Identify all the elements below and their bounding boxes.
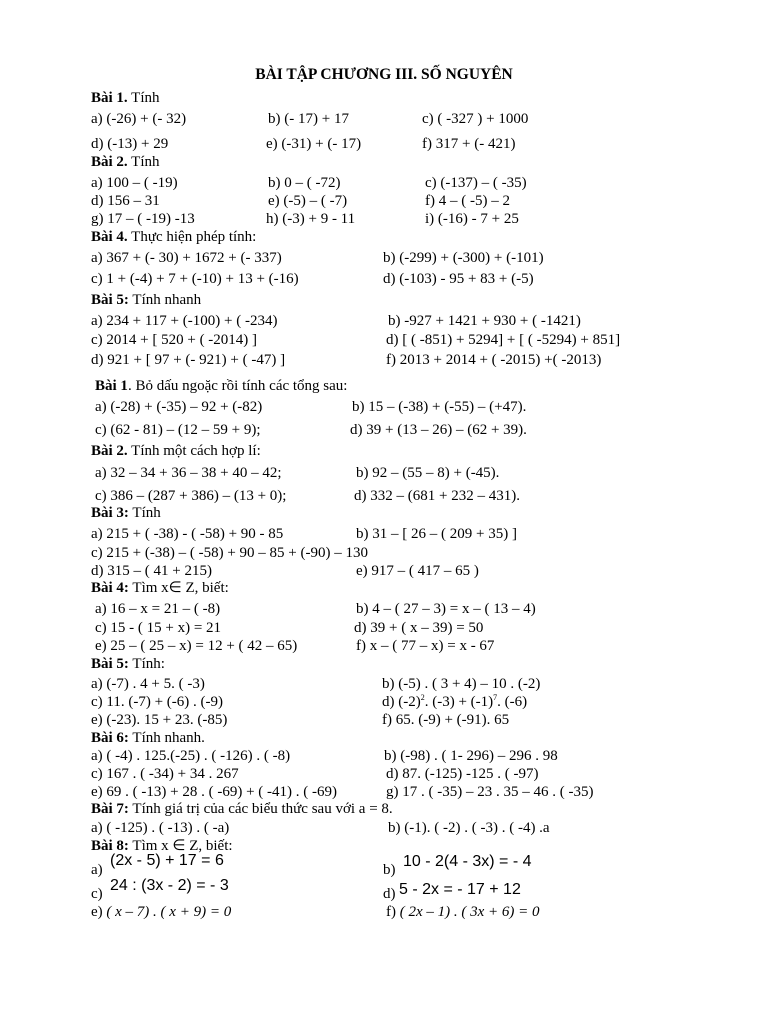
page-title: BÀI TẬP CHƯƠNG III. SỐ NGUYÊN bbox=[255, 66, 513, 83]
equation: 10 - 2(4 - 3x) = - 4 bbox=[403, 853, 532, 870]
exercise-heading: Bài 2. Tính bbox=[91, 154, 160, 170]
exercise-item: b) (-98) . ( 1- 296) – 296 . 98 bbox=[384, 748, 558, 764]
exercise-item: b) 0 – ( -72) bbox=[268, 175, 341, 191]
exercise-item: c) (-137) – ( -35) bbox=[425, 175, 527, 191]
exercise-item: d) 332 – (681 + 232 – 431). bbox=[354, 488, 520, 504]
exercise-item: c) (62 - 81) – (12 – 59 + 9); bbox=[95, 422, 261, 438]
exercise-item: b) -927 + 1421 + 930 + ( -1421) bbox=[388, 313, 581, 329]
exercise-item: b) (-5) . ( 3 + 4) – 10 . (-2) bbox=[382, 676, 541, 692]
exercise-item: g) 17 – ( -19) -13 bbox=[91, 211, 195, 227]
exercise-item: a) 215 + ( -38) - ( -58) + 90 - 85 bbox=[91, 526, 284, 542]
exercise-heading: Bài 6: Tính nhanh. bbox=[91, 730, 205, 746]
exercise-item: f) 2013 + 2014 + ( -2015) +( -2013) bbox=[386, 352, 602, 368]
exercise-item: c) 1 + (-4) + 7 + (-10) + 13 + (-16) bbox=[91, 271, 299, 287]
exercise-item: b) (- 17) + 17 bbox=[268, 111, 349, 127]
equation-label: b) bbox=[383, 862, 396, 878]
exercise-item: e) ( x – 7) . ( x + 9) = 0 bbox=[91, 904, 232, 920]
exercise-item: a) 16 – x = 21 – ( -8) bbox=[95, 601, 221, 617]
exercise-item: c) 386 – (287 + 386) – (13 + 0); bbox=[95, 488, 287, 504]
equation-label: c) bbox=[91, 886, 103, 902]
equation: (2x - 5) + 17 = 6 bbox=[110, 852, 224, 869]
exercise-heading: Bài 4. Thực hiện phép tính: bbox=[91, 229, 257, 245]
exercise-item: a) 234 + 117 + (-100) + ( -234) bbox=[91, 313, 278, 329]
exercise-item: f) ( 2x – 1) . ( 3x + 6) = 0 bbox=[386, 904, 540, 920]
exercise-item: b) 92 – (55 – 8) + (-45). bbox=[356, 465, 500, 481]
exercise-heading: Bài 5: Tính nhanh bbox=[91, 292, 202, 308]
exercise-item: d) [ ( -851) + 5294] + [ ( -5294) + 851] bbox=[386, 332, 621, 348]
exercise-item: c) ( -327 ) + 1000 bbox=[422, 111, 529, 127]
exercise-heading: Bài 4: Tìm x∈ Z, biết: bbox=[91, 580, 229, 596]
exercise-heading: Bài 5: Tính: bbox=[91, 656, 165, 672]
exercise-heading: Bài 2. Tính một cách hợp lí: bbox=[91, 443, 261, 459]
exercise-item: e) 69 . ( -13) + 28 . ( -69) + ( -41) . ( -69) bbox=[91, 784, 338, 800]
exercise-heading: Bài 3: Tính bbox=[91, 505, 161, 521]
exercise-item: f) 65. (-9) + (-91). 65 bbox=[382, 712, 510, 728]
exercise-item: e) (-23). 15 + 23. (-85) bbox=[91, 712, 228, 728]
equation-label: d) bbox=[383, 886, 396, 902]
exercise-item: d) 87. (-125) -125 . ( -97) bbox=[386, 766, 539, 782]
exercise-item: d) 156 – 31 bbox=[91, 193, 160, 209]
exercise-item: a) 32 – 34 + 36 – 38 + 40 – 42; bbox=[95, 465, 282, 481]
equation-label: a) bbox=[91, 862, 103, 878]
exercise-item: b) (-299) + (-300) + (-101) bbox=[383, 250, 544, 266]
exercise-item: d) 921 + [ 97 + (- 921) + ( -47) ] bbox=[91, 352, 286, 368]
exercise-item: a) ( -4) . 125.(-25) . ( -126) . ( -8) bbox=[91, 748, 291, 764]
exercise-item: b) (-1). ( -2) . ( -3) . ( -4) .a bbox=[388, 820, 550, 836]
exercise-item: f) 317 + (- 421) bbox=[422, 136, 516, 152]
exercise-item: b) 4 – ( 27 – 3) = x – ( 13 – 4) bbox=[356, 601, 536, 617]
exercise-item: d) $(-2)^2$. $(-3) + (-1)^7$. (-6) bbox=[382, 693, 528, 710]
exercise-item: a) (-7) . 4 + 5. ( -3) bbox=[91, 676, 205, 692]
exercise-item: e) (-5) – ( -7) bbox=[268, 193, 348, 209]
exercise-heading: Bài 1. Tính bbox=[91, 90, 160, 106]
exercise-item: f) 4 – ( -5) – 2 bbox=[425, 193, 510, 209]
exercise-item: e) 25 – ( 25 – x) = 12 + ( 42 – 65) bbox=[95, 638, 298, 654]
exercise-item: d) (-13) + 29 bbox=[91, 136, 169, 152]
exercise-item: c) 2014 + [ 520 + ( -2014) ] bbox=[91, 332, 258, 348]
exercise-item: c) 11. (-7) + (-6) . (-9) bbox=[91, 694, 224, 710]
exercise-item: d) (-103) - 95 + 83 + (-5) bbox=[383, 271, 534, 287]
exercise-item: c) 167 . ( -34) + 34 . 267 bbox=[91, 766, 239, 782]
exercise-item: d) 315 – ( 41 + 215) bbox=[91, 563, 212, 579]
exercise-item: f) x – ( 77 – x) = x - 67 bbox=[356, 638, 495, 654]
exercise-item: b) 15 – (-38) + (-55) – (+47). bbox=[352, 399, 527, 415]
exercise-item: c) 15 - ( 15 + x) = 21 bbox=[95, 620, 222, 636]
exercise-item: e) (-31) + (- 17) bbox=[266, 136, 362, 152]
exercise-heading: Bài 8: Tìm x ∈ Z, biết: bbox=[91, 838, 233, 854]
exercise-heading: Bài 1. Bỏ dấu ngoặc rồi tính các tổng sau: bbox=[95, 378, 348, 394]
exercise-item: a) 367 + (- 30) + 1672 + (- 337) bbox=[91, 250, 282, 266]
exercise-heading: Bài 7: Tính giá trị của các biểu thức sau với a = 8. bbox=[91, 801, 393, 817]
equation: 24 : (3x - 2) = - 3 bbox=[110, 877, 229, 894]
exercise-item: a) ( -125) . ( -13) . ( -a) bbox=[91, 820, 230, 836]
exercise-item: c) 215 + (-38) – ( -58) + 90 – 85 + (-90) – 130 bbox=[91, 545, 368, 561]
exercise-item: b) 31 – [ 26 – ( 209 + 35) ] bbox=[356, 526, 517, 542]
exercise-item: g) 17 . ( -35) – 23 . 35 – 46 . ( -35) bbox=[386, 784, 594, 800]
exercise-item: d) 39 + ( x – 39) = 50 bbox=[354, 620, 484, 636]
exercise-item: a) (-28) + (-35) – 92 + (-82) bbox=[95, 399, 263, 415]
exercise-item: i) (-16) - 7 + 25 bbox=[425, 211, 519, 227]
exercise-item: a) (-26) + (- 32) bbox=[91, 111, 187, 127]
equation: 5 - 2x = - 17 + 12 bbox=[399, 881, 521, 898]
exercise-item: d) 39 + (13 – 26) – (62 + 39). bbox=[350, 422, 527, 438]
exercise-item: a) 100 – ( -19) bbox=[91, 175, 178, 191]
exercise-item: e) 917 – ( 417 – 65 ) bbox=[356, 563, 479, 579]
exercise-item: h) (-3) + 9 - 11 bbox=[266, 211, 356, 227]
